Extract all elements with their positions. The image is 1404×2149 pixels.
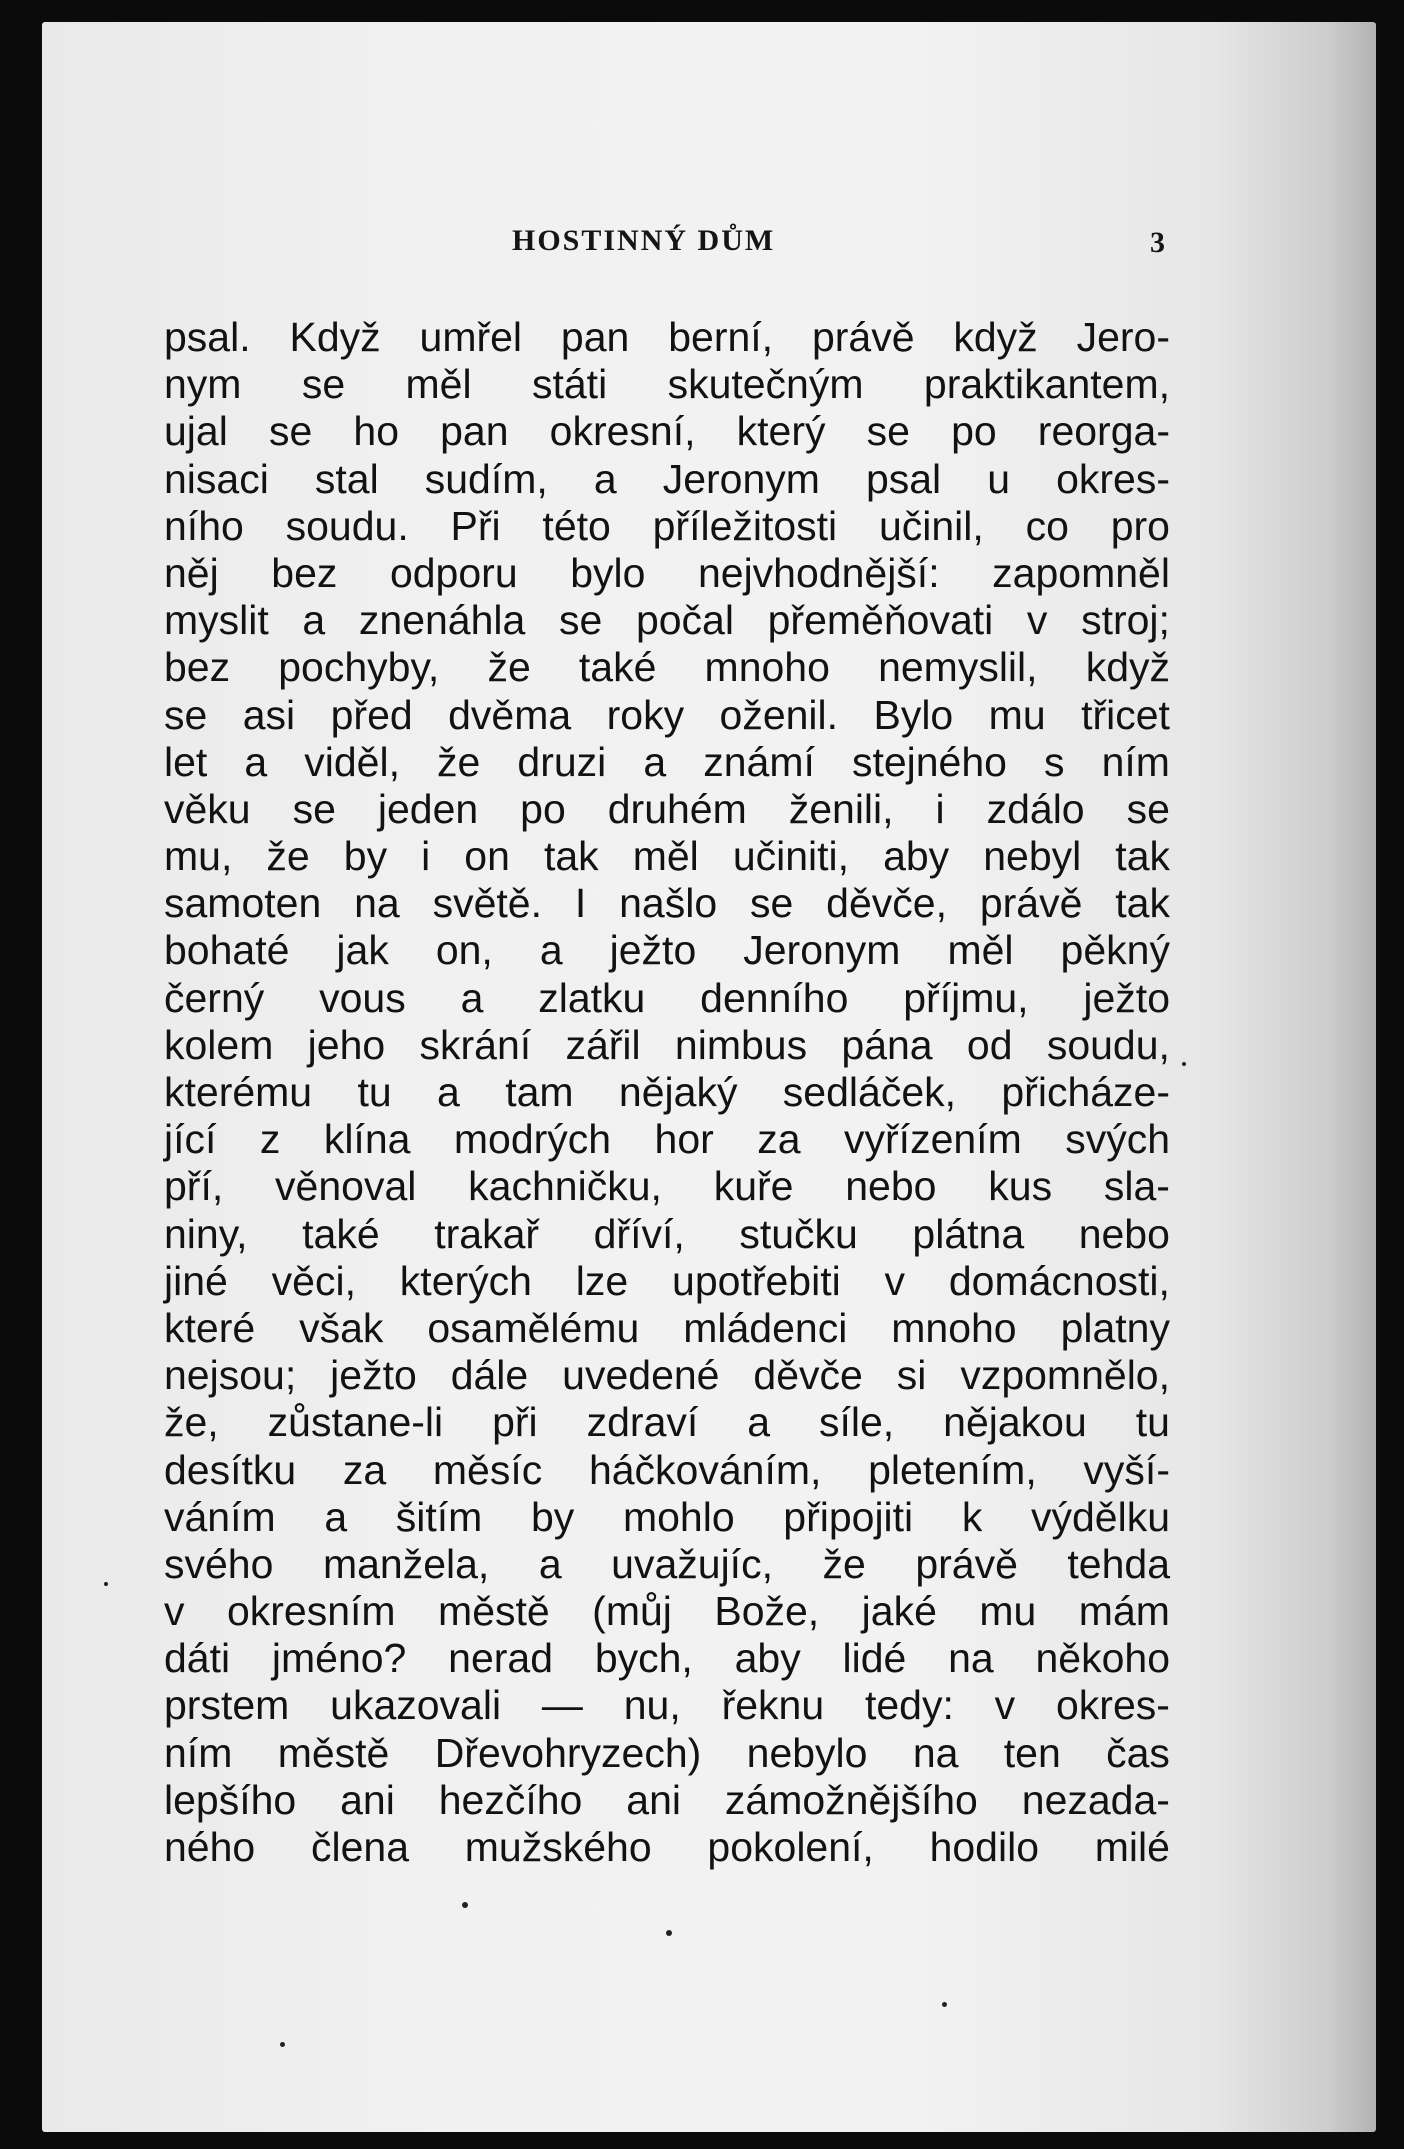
word: Jero- bbox=[1076, 314, 1170, 360]
word: právě bbox=[915, 1540, 1018, 1587]
word: soudu. bbox=[285, 502, 409, 549]
word: modrých bbox=[453, 1116, 612, 1163]
word: stučku bbox=[739, 1210, 858, 1257]
text-line bbox=[164, 1022, 1170, 1069]
word: ježto bbox=[609, 927, 697, 974]
text-line bbox=[164, 314, 1170, 361]
word: Jeronym bbox=[662, 455, 820, 502]
word: dvěma bbox=[448, 691, 572, 738]
word: že bbox=[437, 738, 481, 785]
word: síle, bbox=[819, 1399, 895, 1446]
word: by bbox=[343, 833, 388, 880]
word: čas bbox=[1106, 1729, 1170, 1776]
word: druzi bbox=[517, 738, 607, 785]
word: na bbox=[354, 880, 400, 927]
word: zapomněl bbox=[992, 549, 1170, 596]
word: hezčího bbox=[438, 1776, 583, 1823]
word: po bbox=[520, 785, 566, 832]
word: myslit bbox=[164, 597, 269, 644]
word: mu bbox=[979, 1588, 1037, 1635]
word: Při bbox=[450, 502, 501, 549]
word: se bbox=[749, 880, 794, 927]
text-line bbox=[164, 644, 1170, 691]
word: právě bbox=[979, 880, 1083, 927]
word: niny, bbox=[164, 1210, 248, 1257]
word: nezada- bbox=[1021, 1776, 1170, 1823]
text-line bbox=[164, 1163, 1170, 1210]
word: nu, bbox=[623, 1682, 681, 1729]
word: zůstane-li bbox=[267, 1399, 444, 1446]
word: měl bbox=[947, 927, 1014, 974]
word: dáti bbox=[164, 1635, 231, 1682]
word: se bbox=[866, 408, 910, 455]
word: trakař bbox=[434, 1210, 540, 1257]
word: na bbox=[948, 1635, 994, 1682]
word: třicet bbox=[1081, 691, 1170, 738]
word: na bbox=[912, 1729, 959, 1776]
word: v bbox=[884, 1257, 906, 1304]
word: znenáhla bbox=[358, 597, 526, 644]
word: kterých bbox=[399, 1257, 532, 1304]
word: v bbox=[994, 1682, 1016, 1729]
text-line bbox=[164, 1635, 1170, 1682]
word: ukazovali bbox=[330, 1682, 502, 1729]
word: klína bbox=[323, 1116, 411, 1163]
word: věku bbox=[164, 785, 251, 832]
word: počal bbox=[635, 597, 734, 644]
text-line bbox=[164, 1447, 1170, 1494]
word: mužského bbox=[464, 1824, 652, 1870]
word: Jeronym bbox=[743, 927, 901, 974]
word: Bylo bbox=[873, 691, 954, 738]
word: denního bbox=[700, 974, 849, 1021]
word: upotřebiti bbox=[672, 1257, 841, 1304]
word: ten bbox=[1003, 1729, 1061, 1776]
word: pokolení, bbox=[707, 1824, 874, 1870]
word: učinil, bbox=[878, 502, 984, 549]
word: on, bbox=[435, 927, 493, 974]
word: řeknu bbox=[721, 1682, 825, 1729]
word: také bbox=[302, 1210, 380, 1257]
text-line bbox=[164, 1258, 1170, 1305]
text-line bbox=[164, 550, 1170, 597]
word: zlatku bbox=[538, 974, 646, 1021]
word: jeho bbox=[307, 1021, 386, 1068]
word: a bbox=[324, 1493, 348, 1540]
text-line bbox=[164, 1824, 1170, 1871]
text-line bbox=[164, 927, 1170, 974]
word: děvče, bbox=[826, 880, 947, 927]
word: příjmu, bbox=[903, 974, 1029, 1021]
word: bylo bbox=[570, 549, 646, 596]
word: on bbox=[464, 833, 510, 880]
word: nějakou bbox=[943, 1399, 1087, 1446]
text-line bbox=[164, 880, 1170, 927]
word: by bbox=[530, 1493, 575, 1540]
word: mu, bbox=[164, 833, 233, 880]
word: tehda bbox=[1067, 1540, 1170, 1587]
word: druhém bbox=[607, 785, 747, 832]
word: lepšího bbox=[164, 1776, 297, 1823]
word: nerad bbox=[448, 1635, 554, 1682]
word: desítku bbox=[164, 1446, 297, 1493]
word: zářil bbox=[565, 1021, 641, 1068]
text-line bbox=[164, 1211, 1170, 1258]
word: k bbox=[961, 1493, 983, 1540]
word: platny bbox=[1060, 1304, 1170, 1351]
text-line bbox=[164, 597, 1170, 644]
word: ježto bbox=[1083, 974, 1170, 1021]
word: se bbox=[1126, 785, 1170, 832]
word: měsíc bbox=[432, 1446, 543, 1493]
word: praktikantem, bbox=[923, 361, 1170, 408]
word: které bbox=[164, 1304, 256, 1351]
word: dále bbox=[450, 1352, 529, 1399]
text-line bbox=[164, 503, 1170, 550]
word: lidé bbox=[842, 1635, 907, 1682]
text-line bbox=[164, 975, 1170, 1022]
word: v bbox=[164, 1588, 185, 1635]
word: že bbox=[266, 833, 310, 880]
word: a bbox=[302, 597, 326, 644]
word: pěkný bbox=[1060, 927, 1170, 974]
text-line bbox=[164, 739, 1170, 786]
running-title: HOSTINNÝ DŮM bbox=[512, 224, 776, 257]
text-line bbox=[164, 833, 1170, 880]
word: věci, bbox=[271, 1257, 356, 1304]
word: že bbox=[487, 644, 531, 691]
word: ho bbox=[353, 408, 399, 455]
word: ježto bbox=[330, 1352, 417, 1399]
text-line bbox=[164, 1777, 1170, 1824]
word: svých bbox=[1065, 1116, 1170, 1163]
word: světě. bbox=[432, 880, 542, 927]
word: okresní, bbox=[549, 408, 696, 455]
word: pří, bbox=[164, 1163, 224, 1210]
word: mnoho bbox=[891, 1304, 1017, 1351]
word: přicháze- bbox=[1001, 1069, 1170, 1115]
word: měl bbox=[405, 361, 472, 408]
word: bez bbox=[164, 644, 231, 691]
word: se bbox=[301, 361, 346, 408]
word: mládenci bbox=[683, 1304, 848, 1351]
word: háčkováním, bbox=[588, 1446, 822, 1493]
word: si bbox=[896, 1352, 927, 1399]
word: — bbox=[541, 1682, 583, 1729]
text-line bbox=[164, 1730, 1170, 1777]
text-line bbox=[164, 1494, 1170, 1541]
word: hor bbox=[654, 1116, 714, 1163]
word: i bbox=[935, 785, 945, 832]
word: ního bbox=[164, 502, 244, 549]
word: reorga- bbox=[1037, 408, 1170, 455]
word: ním bbox=[1101, 738, 1170, 785]
word: a bbox=[593, 455, 617, 502]
word: přeměňovati bbox=[767, 597, 994, 644]
word: nym bbox=[164, 361, 242, 408]
word: psal. bbox=[164, 314, 251, 360]
word: ného bbox=[164, 1824, 256, 1870]
word: stroj; bbox=[1081, 597, 1170, 644]
paper-speck bbox=[666, 1930, 672, 1936]
word: mnoho bbox=[704, 644, 830, 691]
text-line bbox=[164, 1399, 1170, 1446]
word: mu bbox=[988, 691, 1046, 738]
word: našlo bbox=[619, 880, 718, 927]
word: kachničku, bbox=[468, 1163, 662, 1210]
word: domácnosti, bbox=[948, 1257, 1170, 1304]
word: viděl, bbox=[304, 738, 400, 785]
word: samoten bbox=[164, 880, 322, 927]
word: vyší- bbox=[1083, 1446, 1170, 1493]
word: ujal bbox=[164, 408, 228, 455]
word: po bbox=[951, 408, 997, 455]
word: Když bbox=[289, 314, 381, 360]
word: skutečným bbox=[667, 361, 864, 408]
word: kus bbox=[988, 1163, 1053, 1210]
word: za bbox=[757, 1116, 801, 1163]
word: Dřevohryzech) bbox=[434, 1729, 702, 1776]
word: státi bbox=[531, 361, 608, 408]
body-text bbox=[164, 314, 1170, 1871]
word: a bbox=[643, 738, 667, 785]
word: nebylo bbox=[746, 1729, 868, 1776]
word: tu bbox=[1135, 1399, 1170, 1446]
word: aby bbox=[883, 833, 950, 880]
word: známí bbox=[703, 738, 815, 785]
word: jak bbox=[336, 927, 389, 974]
text-line bbox=[164, 1588, 1170, 1635]
word: této bbox=[542, 502, 611, 549]
word: a bbox=[460, 974, 484, 1021]
word: zdálo bbox=[986, 785, 1085, 832]
word: psal bbox=[865, 455, 942, 502]
word: že, bbox=[164, 1399, 219, 1446]
word: však bbox=[299, 1304, 384, 1351]
word: bohaté bbox=[164, 927, 290, 974]
word: milé bbox=[1094, 1824, 1170, 1870]
word: připojiti bbox=[783, 1493, 914, 1540]
word: děvče bbox=[753, 1352, 863, 1399]
text-line bbox=[164, 1305, 1170, 1352]
word: skrání bbox=[419, 1021, 532, 1068]
word: osamělému bbox=[427, 1304, 640, 1351]
word: šitím bbox=[395, 1493, 483, 1540]
word: ženili, bbox=[788, 785, 894, 832]
word: měl bbox=[632, 833, 699, 880]
paper-speck bbox=[942, 2002, 947, 2007]
word: bez bbox=[271, 549, 338, 596]
word: jméno? bbox=[271, 1635, 407, 1682]
text-line bbox=[164, 692, 1170, 739]
word: mám bbox=[1078, 1588, 1170, 1635]
text-line bbox=[164, 1116, 1170, 1163]
word: se bbox=[558, 597, 603, 644]
word: nebo bbox=[845, 1163, 937, 1210]
word: kterému bbox=[164, 1069, 313, 1115]
text-line bbox=[164, 1682, 1170, 1729]
word: od bbox=[966, 1021, 1013, 1068]
text-line bbox=[164, 1352, 1170, 1399]
word: umřel bbox=[419, 314, 523, 360]
text-line bbox=[164, 1069, 1170, 1116]
word: pochyby, bbox=[278, 644, 440, 691]
word: prstem bbox=[164, 1682, 290, 1729]
word: a bbox=[437, 1069, 460, 1115]
word: okres- bbox=[1056, 455, 1170, 502]
word: nějaký bbox=[618, 1069, 738, 1115]
word: věnoval bbox=[275, 1163, 417, 1210]
word: za bbox=[342, 1446, 387, 1493]
word: jeden bbox=[377, 785, 479, 832]
word: příležitosti bbox=[652, 502, 838, 549]
word: svého bbox=[164, 1540, 274, 1587]
word: nimbus bbox=[674, 1021, 808, 1068]
word: nebyl bbox=[983, 833, 1082, 880]
word: který bbox=[736, 408, 826, 455]
word: ním bbox=[164, 1729, 233, 1776]
word: v bbox=[1026, 597, 1048, 644]
word: nemyslil, bbox=[878, 644, 1038, 691]
word: stejného bbox=[851, 738, 1007, 785]
paper-speck bbox=[280, 2042, 285, 2047]
word: tak bbox=[1115, 880, 1170, 927]
paper-speck bbox=[1182, 1062, 1186, 1066]
word: tedy: bbox=[864, 1682, 954, 1729]
word: pro bbox=[1110, 502, 1170, 549]
word: co bbox=[1025, 502, 1069, 549]
word: někoho bbox=[1035, 1635, 1170, 1682]
text-line bbox=[164, 1541, 1170, 1588]
word: nebo bbox=[1078, 1210, 1170, 1257]
text-line bbox=[164, 408, 1170, 455]
word: zdraví bbox=[586, 1399, 699, 1446]
word: lze bbox=[575, 1257, 629, 1304]
word: bych, bbox=[594, 1635, 693, 1682]
word: pletením, bbox=[868, 1446, 1037, 1493]
word: vyřízením bbox=[844, 1116, 1022, 1163]
word: a bbox=[747, 1399, 771, 1446]
word: černý bbox=[164, 974, 265, 1021]
word: a bbox=[539, 927, 563, 974]
word: zámožnějšího bbox=[724, 1776, 978, 1823]
word: nejsou; bbox=[164, 1352, 297, 1399]
word: se bbox=[268, 408, 313, 455]
word: let bbox=[164, 738, 208, 785]
text-line bbox=[164, 456, 1170, 503]
word: plátna bbox=[912, 1210, 1025, 1257]
word: z bbox=[259, 1116, 281, 1163]
word: soudu, bbox=[1046, 1021, 1170, 1068]
word: asi bbox=[242, 691, 296, 738]
word: okresním bbox=[226, 1588, 396, 1635]
word: když bbox=[953, 314, 1038, 360]
word: výdělku bbox=[1030, 1493, 1170, 1540]
word: také bbox=[578, 644, 657, 691]
word: před bbox=[330, 691, 413, 738]
word: odporu bbox=[389, 549, 518, 596]
word: ani bbox=[340, 1776, 395, 1823]
word: sedláček, bbox=[782, 1069, 957, 1115]
word: (můj bbox=[592, 1588, 672, 1635]
word: ani bbox=[626, 1776, 681, 1823]
word: městě bbox=[438, 1588, 550, 1635]
word: že bbox=[822, 1540, 866, 1587]
word: pána bbox=[841, 1021, 933, 1068]
word: vous bbox=[319, 974, 406, 1021]
word: I bbox=[574, 880, 587, 927]
word: jaké bbox=[861, 1588, 937, 1635]
word: pan bbox=[440, 408, 509, 455]
word: nejvhodnější: bbox=[697, 549, 940, 596]
text-line bbox=[164, 786, 1170, 833]
word: se bbox=[292, 785, 336, 832]
word: jiné bbox=[164, 1257, 228, 1304]
word: nisaci bbox=[164, 455, 269, 502]
book-page bbox=[42, 22, 1376, 2132]
word: hodilo bbox=[929, 1824, 1040, 1870]
word: se bbox=[164, 691, 208, 738]
word: uvedené bbox=[562, 1352, 720, 1399]
word: tak bbox=[1115, 833, 1170, 880]
word: při bbox=[492, 1399, 538, 1446]
word: Bože, bbox=[714, 1588, 820, 1635]
word: okres- bbox=[1056, 1682, 1170, 1729]
word: a bbox=[244, 738, 268, 785]
word: stal bbox=[314, 455, 379, 502]
word: uvažujíc, bbox=[611, 1540, 773, 1587]
word: váním bbox=[164, 1493, 276, 1540]
word: něj bbox=[164, 549, 219, 596]
word: sla- bbox=[1103, 1163, 1170, 1210]
word: tak bbox=[543, 833, 599, 880]
word: i bbox=[421, 833, 431, 880]
word: oženil. bbox=[719, 691, 839, 738]
text-line bbox=[164, 361, 1170, 408]
word: berní, bbox=[668, 314, 774, 360]
word: vzpomnělo, bbox=[960, 1352, 1170, 1399]
word: kolem bbox=[164, 1021, 274, 1068]
page-number: 3 bbox=[1150, 226, 1165, 259]
word: pan bbox=[560, 314, 630, 360]
word: člena bbox=[310, 1824, 409, 1870]
word: právě bbox=[811, 314, 915, 360]
word: sudím, bbox=[424, 455, 548, 502]
word: když bbox=[1085, 644, 1170, 691]
word: městě bbox=[277, 1729, 390, 1776]
word: mohlo bbox=[622, 1493, 735, 1540]
word: u bbox=[987, 455, 1011, 502]
word: tu bbox=[357, 1069, 392, 1115]
word: jící bbox=[164, 1116, 217, 1163]
word: kuře bbox=[713, 1163, 794, 1210]
word: aby bbox=[734, 1635, 801, 1682]
word: a bbox=[538, 1540, 562, 1587]
word: manžela, bbox=[322, 1540, 490, 1587]
word: učiniti, bbox=[732, 833, 850, 880]
word: s bbox=[1044, 738, 1065, 785]
paper-speck bbox=[104, 1582, 108, 1586]
word: roky bbox=[606, 691, 685, 738]
word: dříví, bbox=[593, 1210, 685, 1257]
word: tam bbox=[505, 1069, 574, 1115]
paper-speck bbox=[462, 1902, 468, 1908]
